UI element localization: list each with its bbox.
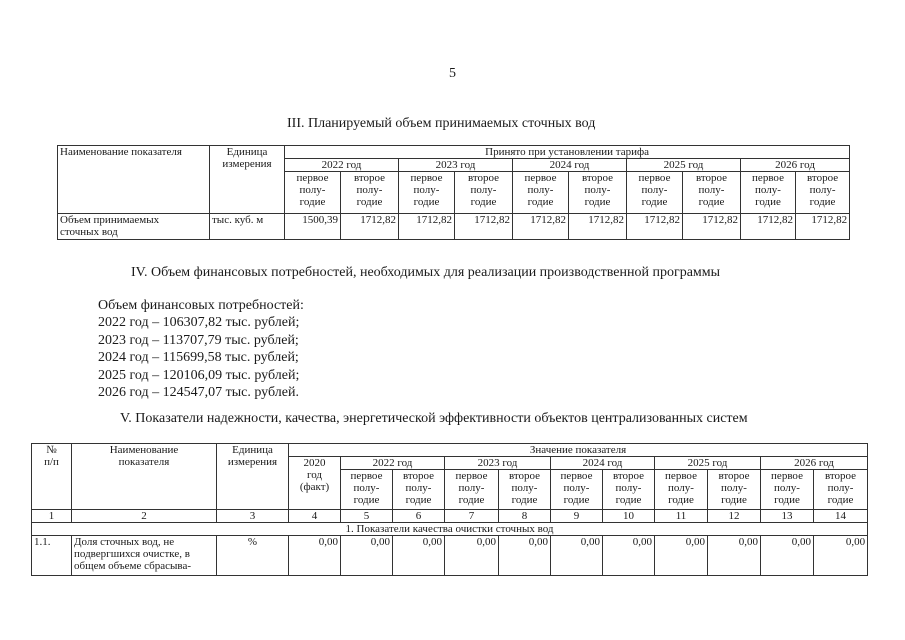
header-first-half: первое полу- годие	[399, 172, 455, 214]
column-number: 3	[217, 510, 289, 523]
header-second-half: второе полу- годие	[341, 172, 399, 214]
section-4-title: IV. Объем финансовых потребностей, необходимых для реализации производственной программы	[131, 265, 721, 280]
column-number: 1	[32, 510, 72, 523]
value-cell: 0,00	[393, 536, 445, 576]
header-year: 2024 год	[513, 159, 627, 172]
value-cell: 0,00	[445, 536, 499, 576]
row-number: 1.1.	[32, 536, 72, 576]
header-year: 2022 год	[341, 457, 445, 470]
header-second-half: второе полу- годие	[683, 172, 741, 214]
header-year: 2022 год	[285, 159, 399, 172]
value-cell: 0,00	[814, 536, 868, 576]
header-2020-fact: 2020 год (факт)	[289, 457, 341, 510]
header-accepted: Принято при установлении тарифа	[285, 146, 850, 159]
header-second-half: второе полу- годие	[569, 172, 627, 214]
header-year: 2024 год	[551, 457, 655, 470]
row-name: Объем принимаемых сточных вод	[58, 214, 210, 240]
section-5-title: V. Показатели надежности, качества, энергетической эффективности объектов централизованных систем	[120, 411, 748, 426]
header-first-half: первое полу- годие	[655, 470, 708, 510]
value-cell: 1712,82	[683, 214, 741, 240]
column-number: 6	[393, 510, 445, 523]
column-number: 10	[603, 510, 655, 523]
value-cell: 1712,82	[513, 214, 569, 240]
value-cell: 0,00	[551, 536, 603, 576]
value-cell: 1712,82	[569, 214, 627, 240]
column-number: 9	[551, 510, 603, 523]
header-number: № п/п	[32, 444, 72, 510]
financial-needs-line: 2022 год – 106307,82 тыс. рублей;	[98, 315, 300, 331]
column-number: 8	[499, 510, 551, 523]
value-cell: 1500,39	[285, 214, 341, 240]
header-name: Наименование показателя	[58, 146, 210, 214]
group-title: 1. Показатели качества очистки сточных вод	[32, 523, 868, 536]
value-cell: 1712,82	[741, 214, 796, 240]
column-number: 12	[708, 510, 761, 523]
value-cell: 1712,82	[399, 214, 455, 240]
page-number: 5	[449, 66, 456, 81]
header-year: 2025 год	[627, 159, 741, 172]
financial-needs-line: 2026 год – 124547,07 тыс. рублей.	[98, 385, 299, 401]
financial-needs-line: 2023 год – 113707,79 тыс. рублей;	[98, 332, 299, 348]
header-first-half: первое полу- годие	[445, 470, 499, 510]
header-unit: Единица измерения	[210, 146, 285, 214]
value-cell: 0,00	[708, 536, 761, 576]
header-second-half: второе полу- годие	[499, 470, 551, 510]
value-cell: 0,00	[655, 536, 708, 576]
wastewater-volume-table	[57, 145, 850, 240]
header-second-half: второе полу- годие	[603, 470, 655, 510]
value-cell: 1712,82	[796, 214, 850, 240]
financial-needs-list	[98, 297, 304, 401]
header-year: 2023 год	[399, 159, 513, 172]
header-first-half: первое полу- годие	[627, 172, 683, 214]
header-first-half: первое полу- годие	[285, 172, 341, 214]
value-cell: 0,00	[289, 536, 341, 576]
value-cell: 1712,82	[341, 214, 399, 240]
header-second-half: второе полу- годие	[393, 470, 445, 510]
column-number: 4	[289, 510, 341, 523]
column-number: 14	[814, 510, 868, 523]
value-cell: 0,00	[603, 536, 655, 576]
value-cell: 1712,82	[627, 214, 683, 240]
financial-needs-line: 2025 год – 120106,09 тыс. рублей;	[98, 367, 300, 383]
financial-needs-label: Объем финансовых потребностей:	[98, 298, 304, 313]
value-cell: 1712,82	[455, 214, 513, 240]
header-year: 2023 год	[445, 457, 551, 470]
row-name: Доля сточных вод, не подвергшихся очистке, в общем объеме сбрасыва-	[72, 536, 217, 576]
header-first-half: первое полу- годие	[741, 172, 796, 214]
header-first-half: первое полу- годие	[761, 470, 814, 510]
row-unit: %	[217, 536, 289, 576]
column-number: 7	[445, 510, 499, 523]
header-first-half: первое полу- годие	[341, 470, 393, 510]
header-year: 2026 год	[741, 159, 850, 172]
value-cell: 0,00	[341, 536, 393, 576]
header-year: 2026 год	[761, 457, 868, 470]
column-number: 13	[761, 510, 814, 523]
section-3-title: III. Планируемый объем принимаемых сточных вод	[287, 116, 596, 131]
header-first-half: первое полу- годие	[513, 172, 569, 214]
reliability-indicators-table	[31, 443, 868, 576]
value-cell: 0,00	[499, 536, 551, 576]
value-cell: 0,00	[761, 536, 814, 576]
column-number: 5	[341, 510, 393, 523]
header-year: 2025 год	[655, 457, 761, 470]
financial-needs-line: 2024 год – 115699,58 тыс. рублей;	[98, 350, 299, 366]
column-number: 11	[655, 510, 708, 523]
header-unit: Единица измерения	[217, 444, 289, 510]
header-name: Наименование показателя	[72, 444, 217, 510]
header-second-half: второе полу- годие	[796, 172, 850, 214]
header-second-half: второе полу- годие	[455, 172, 513, 214]
header-second-half: второе полу- годие	[814, 470, 868, 510]
header-first-half: первое полу- годие	[551, 470, 603, 510]
header-value: Значение показателя	[289, 444, 868, 457]
header-second-half: второе полу- годие	[708, 470, 761, 510]
column-number: 2	[72, 510, 217, 523]
row-unit: тыс. куб. м	[210, 214, 285, 240]
